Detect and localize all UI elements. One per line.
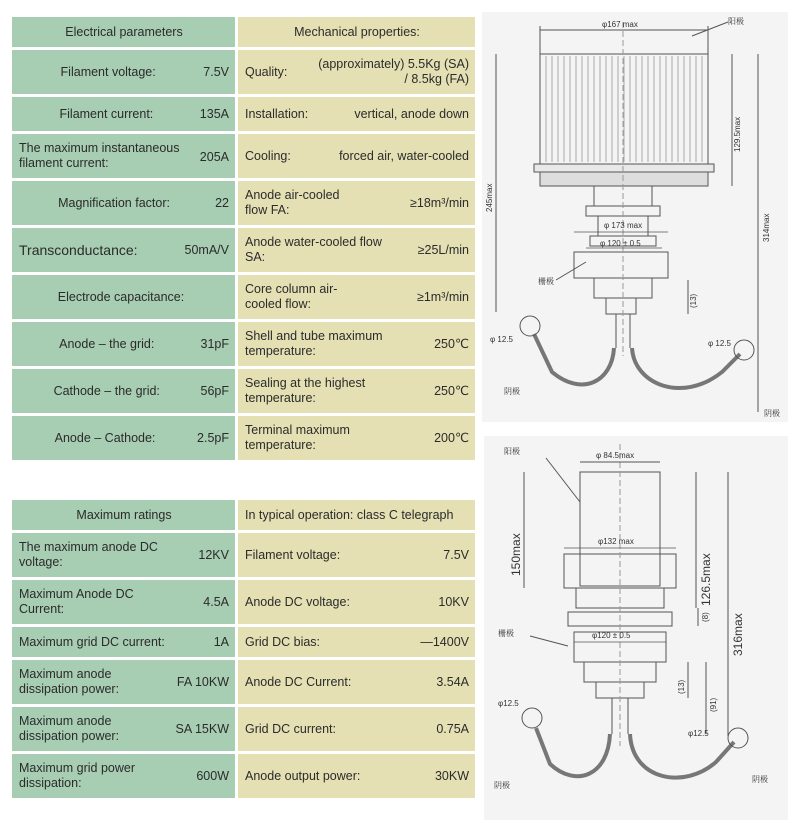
rating-value: FA 10KW <box>176 674 229 689</box>
sa-grid-label: 栅极 <box>498 629 514 638</box>
typical-label: Grid DC bias: <box>245 634 321 649</box>
sa-dia-mid: φ132 max <box>598 537 634 546</box>
ratings-table <box>12 497 475 801</box>
mech-value: 250℃ <box>434 383 469 398</box>
elec-label: Filament current: <box>59 106 154 121</box>
rating-label: The maximum anode DC voltage: <box>19 540 158 569</box>
mechanical-header: Mechanical properties: <box>235 17 475 47</box>
fa-cathode-right: 阴极 <box>764 409 780 418</box>
elec-label: Anode – Cathode: <box>54 430 156 445</box>
drawing-fa-tube <box>482 12 788 422</box>
elec-value: 50mA/V <box>184 242 229 257</box>
mech-value: vertical, anode down <box>354 106 469 121</box>
typical-label: Filament voltage: <box>245 547 341 562</box>
mech-value: ≥25L/min <box>417 242 469 257</box>
fa-h-314: 314max <box>762 213 771 242</box>
sa-h-126: 126.5max <box>699 553 713 606</box>
fa-dia-mid: φ 173 max <box>604 221 643 230</box>
mech-label: Shell and tube maximum temperature: <box>245 329 383 358</box>
rating-label: Maximum anode dissipation power: <box>19 667 120 696</box>
fa-dia-right: φ 12.5 <box>708 339 731 348</box>
rating-label: Maximum grid DC current: <box>19 634 165 649</box>
sa-dia-grid: φ120 ± 0.5 <box>592 631 631 640</box>
mech-value: (approximately) 5.5Kg (SA) / 8.5kg (FA) <box>318 57 469 86</box>
rating-value: 12KV <box>198 547 229 562</box>
typical-value: 0.75A <box>436 721 469 736</box>
sa-cathode-left: 阴极 <box>494 781 510 790</box>
sa-dim-91: (91) <box>709 697 718 712</box>
mech-label: Sealing at the highest temperature: <box>245 376 366 405</box>
rating-label: Maximum grid power dissipation: <box>19 761 136 790</box>
sa-dia-left: φ12.5 <box>498 699 519 708</box>
sa-dim-8: (8) <box>701 612 710 622</box>
elec-value: 7.5V <box>203 64 229 79</box>
rating-label: Maximum Anode DC Current: <box>19 587 134 616</box>
rating-value: 600W <box>196 768 229 783</box>
electrical-header: Electrical parameters <box>12 17 235 47</box>
drawing-sa-tube <box>484 436 788 820</box>
fa-dia-left: φ 12.5 <box>490 335 513 344</box>
mech-label: Quality: <box>245 64 288 79</box>
rating-value: 4.5A <box>203 594 229 609</box>
elec-label: Cathode – the grid: <box>53 383 160 398</box>
sa-anode-label: 阳极 <box>504 447 520 456</box>
typical-value: 10KV <box>438 594 469 609</box>
elec-value: 31pF <box>200 336 229 351</box>
mech-label: Terminal maximum temperature: <box>245 423 350 452</box>
elec-label: Transconductance: <box>19 241 138 258</box>
elec-value: 2.5pF <box>197 430 229 445</box>
typical-label: Anode output power: <box>245 768 361 783</box>
mech-label: Cooling: <box>245 148 291 163</box>
typical-value: 7.5V <box>443 547 469 562</box>
mech-label: Anode water-cooled flow SA: <box>245 235 382 264</box>
fa-cathode-left: 阴极 <box>504 387 520 396</box>
mech-value: ≥1m³/min <box>416 289 469 304</box>
rating-value: SA 15KW <box>175 721 229 736</box>
mech-label: Anode air-cooled flow FA: <box>245 188 340 217</box>
elec-label: Filament voltage: <box>60 64 156 79</box>
fa-anode-label: 阳极 <box>728 17 744 26</box>
fa-grid-label: 栅极 <box>538 277 554 286</box>
typical-value: —1400V <box>420 634 469 649</box>
typical-value: 30KW <box>434 768 469 783</box>
elec-value: 135A <box>199 106 229 121</box>
fa-h-fin: 129.5max <box>733 116 742 152</box>
sa-h-150: 150max <box>509 533 523 576</box>
mech-value: forced air, water-cooled <box>339 148 469 163</box>
sa-cathode-right: 阴极 <box>752 775 768 784</box>
elec-value: 205A <box>199 150 229 164</box>
mech-value: ≥18m³/min <box>410 195 469 210</box>
typical-value: 3.54A <box>436 674 469 689</box>
typical-label: Anode DC Current: <box>245 674 352 689</box>
elec-value: 56pF <box>200 383 229 398</box>
elec-label: The maximum instantaneous filament current: <box>19 141 180 170</box>
mech-label: Installation: <box>245 106 309 121</box>
tube-sa-svg <box>484 436 788 820</box>
sa-h-316: 316max <box>731 613 745 656</box>
fa-dia-top: φ167 max <box>602 20 638 29</box>
parameters-table <box>12 14 475 463</box>
tube-fa-svg <box>482 12 788 422</box>
sa-dia-right: φ12.5 <box>688 729 709 738</box>
typical-label: Anode DC voltage: <box>245 594 350 609</box>
rating-label: Maximum anode dissipation power: <box>19 714 120 743</box>
mech-value: 200℃ <box>434 430 469 445</box>
fa-dia-grid: φ 120 ± 0.5 <box>600 239 641 248</box>
fa-h-245: 245max <box>485 183 494 212</box>
ratings-header: Maximum ratings <box>12 500 235 530</box>
fa-dim-13: (13) <box>689 293 698 308</box>
typical-label: Grid DC current: <box>245 721 336 736</box>
mech-label: Core column air-cooled flow: <box>245 282 338 311</box>
elec-label: Magnification factor: <box>58 195 170 210</box>
sa-dim-13: (13) <box>677 679 686 694</box>
elec-label: Electrode capacitance: <box>57 289 185 304</box>
sa-dia-top: φ 84.5max <box>596 451 635 460</box>
typical-header: In typical operation: class C telegraph <box>235 500 475 530</box>
mech-value: 250℃ <box>434 336 469 351</box>
rating-value: 1A <box>213 634 229 649</box>
elec-value: 22 <box>215 195 229 210</box>
elec-label: Anode – the grid: <box>59 336 155 351</box>
